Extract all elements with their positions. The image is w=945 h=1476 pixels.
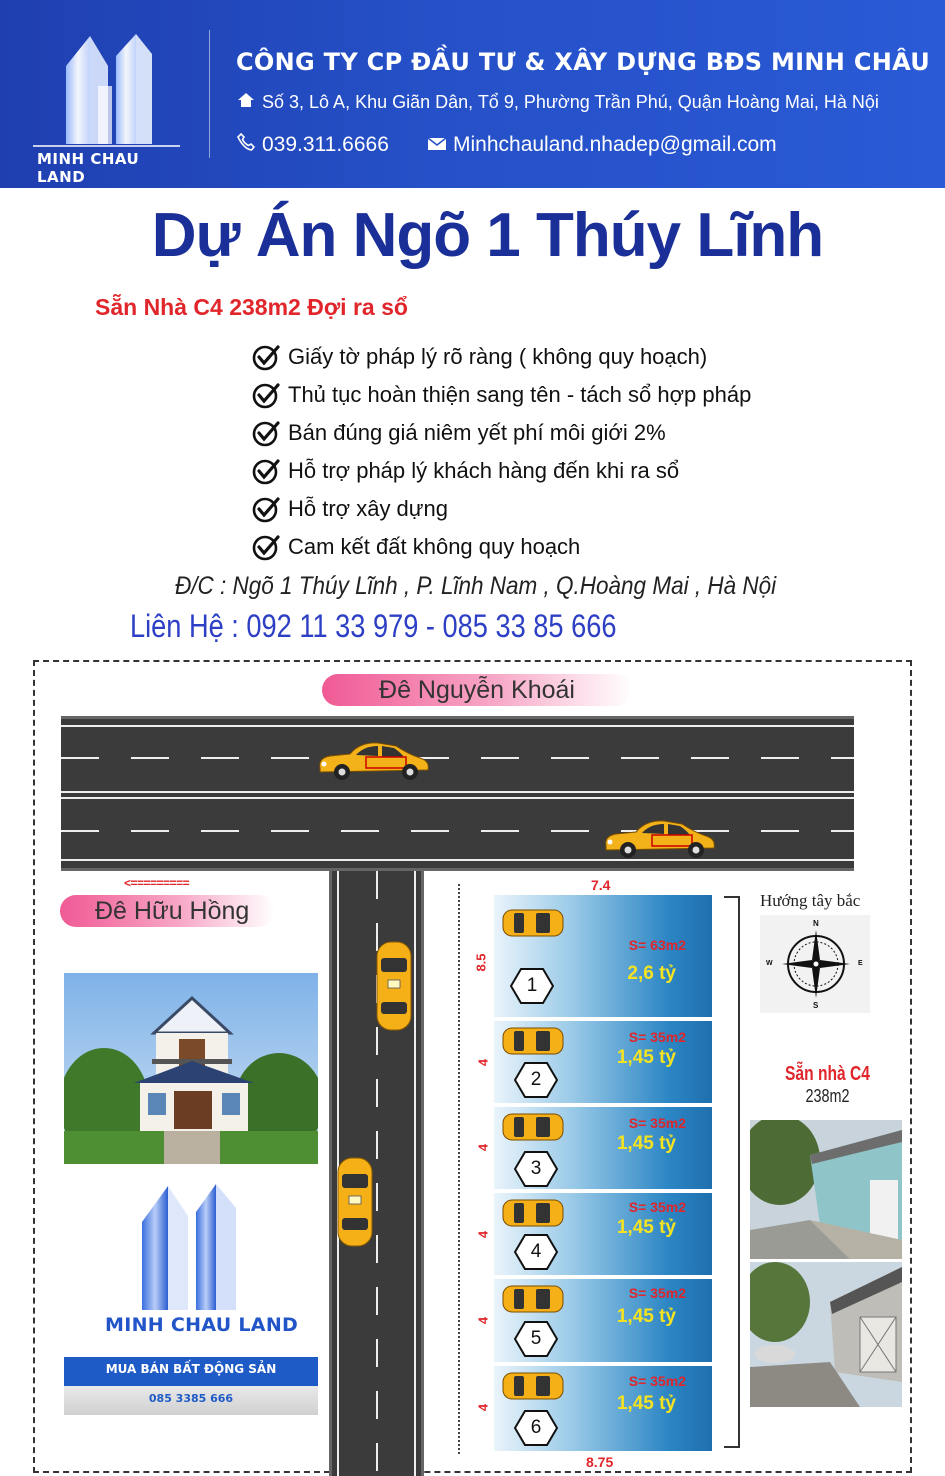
- lot-depth-label: 4: [475, 1316, 491, 1325]
- subtitle: Sẵn Nhà C4 238m2 Đợi ra sổ: [95, 294, 408, 320]
- car-top-icon: [502, 1372, 564, 1400]
- company-phone: [236, 133, 389, 157]
- lot-4[interactable]: [494, 1193, 712, 1275]
- feature-text: Cam kết đất không quy hoạch: [288, 534, 581, 559]
- lot-depth-label: 4: [475, 1058, 491, 1067]
- road-lane-dash: [61, 830, 854, 832]
- lot-area: S= 35m2: [628, 1285, 686, 1301]
- lot-price: 1,45 tỷ: [616, 1133, 676, 1154]
- banner-phone: 085 3385 666: [148, 1392, 234, 1405]
- road-edge-line: [414, 871, 416, 1476]
- check-circle-icon: [252, 343, 280, 371]
- check-circle-icon: [252, 457, 280, 485]
- phone-icon: [236, 133, 256, 157]
- lot-area: S= 63m2: [628, 937, 686, 953]
- lot-price: 1,45 tỷ: [616, 1306, 676, 1327]
- width-top-label: 7.4: [591, 877, 611, 893]
- compass-north: N: [813, 919, 819, 928]
- street-photo: [750, 1262, 902, 1407]
- check-circle-icon: [252, 419, 280, 447]
- compass-rose-icon: [760, 915, 870, 1013]
- lot-area: S= 35m2: [628, 1029, 686, 1045]
- lot-number: 3: [530, 1158, 542, 1179]
- feature-item: [252, 452, 751, 490]
- road-edge-line: [61, 859, 854, 861]
- lot-6[interactable]: [494, 1366, 712, 1451]
- check-circle-icon: [252, 533, 280, 561]
- company-phone-text[interactable]: 039.311.6666: [262, 133, 389, 156]
- compass-south: S: [813, 1001, 819, 1010]
- lot-bracket: [724, 896, 740, 1448]
- company-address: [236, 92, 879, 113]
- project-address: Đ/C : Ngõ 1 Thúy Lĩnh , P. Lĩnh Nam , Q.Hoàng Mai , Hà Nội: [175, 572, 777, 600]
- company-address-text: Số 3, Lô A, Khu Giãn Dân, Tổ 9, Phường Trần Phú, Quận Hoàng Mai, Hà Nội: [262, 92, 879, 112]
- check-circle-icon: [252, 381, 280, 409]
- lot-depth-label: 4: [475, 1143, 491, 1152]
- compass-east: E: [858, 960, 863, 967]
- lot-depth-label: 8.5: [473, 953, 489, 972]
- road-median-line: [61, 797, 854, 799]
- home-icon: [236, 92, 256, 113]
- road-label-nguyen-khoai: Đê Nguyễn Khoái: [322, 674, 632, 706]
- lot-1[interactable]: [494, 895, 712, 1017]
- header-divider: [209, 30, 210, 158]
- taxi-car-icon: [336, 1156, 374, 1248]
- banner-title: MUA BÁN BẤT ĐỘNG SẢN: [105, 1362, 277, 1376]
- lot-3[interactable]: [494, 1107, 712, 1189]
- car-icon: [602, 818, 718, 860]
- feature-item: [252, 490, 751, 528]
- car-top-icon: [502, 1027, 564, 1055]
- lot-number: 5: [530, 1328, 542, 1349]
- house-illustration: [64, 973, 318, 1164]
- lot-price: 1,45 tỷ: [616, 1047, 676, 1068]
- lot-area: S= 35m2: [628, 1373, 686, 1389]
- feature-text: Bán đúng giá niêm yết phí môi giới 2%: [288, 420, 666, 445]
- feature-item: [252, 528, 751, 566]
- lot-price: 2,6 tỷ: [627, 963, 676, 984]
- lot-price: 1,45 tỷ: [616, 1217, 676, 1238]
- car-top-icon: [502, 1199, 564, 1227]
- street-photo: [750, 1120, 902, 1259]
- compass-west: W: [766, 960, 773, 967]
- lot-number: 1: [526, 975, 538, 996]
- car-icon: [316, 740, 432, 782]
- existing-house-label: [770, 1063, 885, 1107]
- feature-text: Giấy tờ pháp lý rõ ràng ( không quy hoạch): [288, 344, 708, 369]
- feature-item: [252, 338, 751, 376]
- company-logo-text: MINH CHAU LAND: [37, 150, 140, 186]
- check-circle-icon: [252, 495, 280, 523]
- feature-text: Thủ tục hoàn thiện sang tên - tách sổ hợp pháp: [288, 382, 752, 407]
- lot-5[interactable]: [494, 1279, 712, 1362]
- feature-list: [252, 338, 751, 566]
- feature-item: [252, 414, 751, 452]
- taxi-car-icon: [375, 940, 413, 1032]
- direction-arrow: <=========: [124, 876, 190, 890]
- road-edge-line: [61, 725, 854, 727]
- lot-number: 2: [530, 1069, 542, 1090]
- feature-item: [252, 376, 751, 414]
- lot-number: 6: [530, 1417, 542, 1438]
- logo-text: MINH CHAU LAND: [105, 1314, 299, 1336]
- lot-2[interactable]: [494, 1021, 712, 1103]
- lot-depth-label: 4: [475, 1403, 491, 1412]
- road-lane-dash: [61, 757, 854, 759]
- page-title: Dự Án Ngõ 1 Thúy Lĩnh: [151, 201, 824, 270]
- direction-label: Hướng tây bắc: [760, 891, 861, 910]
- lot-area: S= 35m2: [628, 1199, 686, 1215]
- company-email-text[interactable]: Minhchauland.nhadep@gmail.com: [453, 133, 777, 156]
- lot-area: S= 35m2: [628, 1115, 686, 1131]
- lot-price: 1,45 tỷ: [616, 1393, 676, 1414]
- existing-house-title: Sẵn nhà C4: [785, 1063, 870, 1085]
- contact-phones[interactable]: Liên Hệ : 092 11 33 979 - 085 33 85 666: [130, 608, 617, 644]
- width-bottom-label: 8.75: [586, 1454, 614, 1470]
- sales-banner: [64, 1357, 318, 1415]
- main-road: [61, 716, 854, 871]
- road-median-line: [61, 791, 854, 793]
- car-top-icon: [502, 1285, 564, 1313]
- company-name: CÔNG TY CP ĐẦU TƯ & XÂY DỰNG BĐS MINH CHÂU: [236, 48, 931, 76]
- car-top-icon: [502, 1113, 564, 1141]
- lot-number: 4: [530, 1241, 542, 1262]
- company-header: [0, 0, 945, 188]
- dimension-line: [458, 884, 460, 1454]
- feature-text: Hỗ trợ pháp lý khách hàng đến khi ra sổ: [288, 458, 680, 483]
- company-email: [427, 133, 777, 157]
- existing-house-area: 238m2: [805, 1086, 850, 1106]
- road-label-huu-hong: Đê Hữu Hồng: [60, 895, 275, 927]
- car-top-icon: [502, 909, 564, 937]
- feature-text: Hỗ trợ xây dựng: [288, 496, 448, 521]
- lot-depth-label: 4: [475, 1230, 491, 1239]
- envelope-icon: [427, 133, 447, 157]
